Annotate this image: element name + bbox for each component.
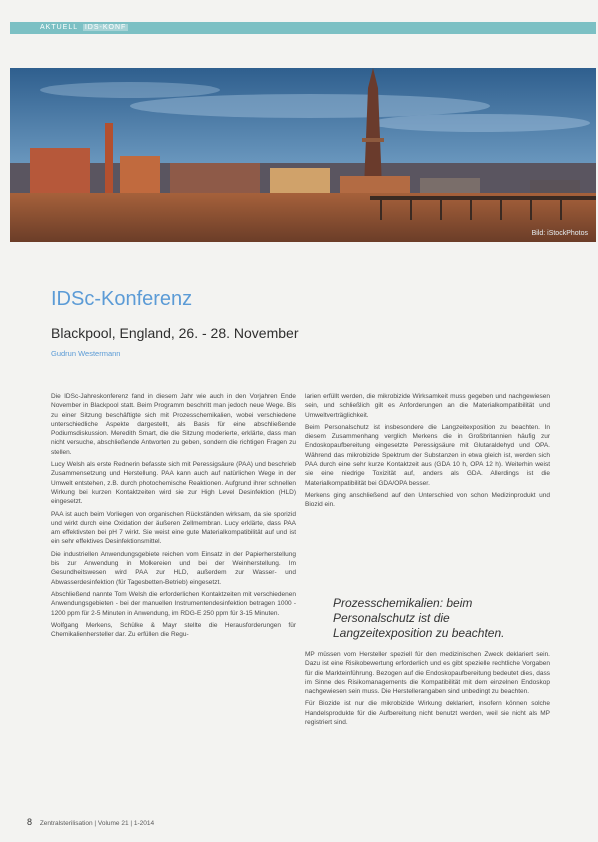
paragraph: Die industriellen Anwendungsgebiete reichen vom Einsatz in der Papierherstellung bis zur Anwendung in Molkereien und bei der Weinherstellung. Im Gesundheitswesen wird PAA zur HLD, außerdem zur Wasser- und Abwasserdesinfektion (für Tagesbetten-Betrieb) eingesetzt. <box>51 550 296 586</box>
article-subtitle: Blackpool, England, 26. - 28. November <box>51 325 299 341</box>
paragraph: Für Biozide ist nur die mikrobizide Wirkung deklariert, insofern können solche Handelsprodukte für die Aufbereitung nicht benutzt werden, weil sie nicht als MP registriert sind. <box>305 700 550 727</box>
pull-quote: Prozesschemikalien: beim Personalschutz ist die Langzeitexposition zu beachten. <box>333 596 505 640</box>
paragraph: Wolfgang Merkens, Schülke & Mayr stellte die Herausforderungen für Chemikalienhersteller dar. Zu erfüllen die Regu- <box>51 621 296 639</box>
paragraph: Lucy Welsh als erste Rednerin befasste sich mit Peressigsäure (PAA) und beschrieb Zusammensetzung und Herstellung. PAA kann auch auf natürlichen Wege in der Umwelt entstehen, z.B. durch photochemische Reaktionen. Aufgrund ihrer schnellen Wirkung bei kurzen Kontaktzeiten wird sie zur High Level Desinfektion (HLD) eingesetzt. <box>51 461 296 506</box>
photo-credit: Bild: iStockPhotos <box>531 230 588 237</box>
paragraph: larien erfüllt werden, die mikrobizide Wirksamkeit muss gegeben und nachgewiesen sein, und schließlich gilt es Anforderungen an die Materialkompatibilität und Umweltverträglichkeit. <box>305 393 550 419</box>
article-column-left <box>51 392 296 642</box>
paragraph: MP müssen vom Hersteller speziell für den medizinischen Zweck deklariert sein. Dazu ist eine Risikobewertung erforderlich und es gibt spezielle rechtliche Vorgaben für die Markteinführung. Bezogen auf die Endoskopaufbereitung bedeutet dies, dass im Sinne des Risikomanagements die Kompatibilität mit dem einzelnen Endoskop nachgewiesen sein muss. Die Herstellerangaben sind unbedingt zu beachten. <box>305 651 550 696</box>
article-title: IDSc-Konferenz <box>51 288 193 310</box>
page-number: 8 <box>27 817 33 827</box>
paragraph: Abschließend nannte Tom Welsh die erforderlichen Kontaktzeiten mit verschiedenen Anwendungsgebieten - bei der manuellen Instrumentendesinfektion betragen 1000 - 1200 ppm für 2-5 Minuten in Anwendung, im RDG-E 250 ppm für 3-15 Minuten. <box>51 590 296 617</box>
section-label <box>40 23 128 33</box>
journal-citation: Zentralsterilisation | Volume 21 | 1-2014 <box>39 820 155 827</box>
paragraph: Beim Personalschutz ist insbesondere die Langzeitexposition zu beachten. In diesem Zusammenhang verglich Merkens die in Großbritannien häufig zur Endoskopaufbereitung eingesetzte Peressigsäure mit Glutaraldehyd und OPA. Während das mikrobizide Spektrum der Substanzen in etwa gleich ist, werden sich PAA durch eine sehr kurze Kontaktzeit aus (GDA 10 h, OPA 12 h). Weiterhin weist sie eine niedrige Toxizität auf, anders als GDA. Allerdings ist die Materialkompatibilität bei GDA/OPA besser. <box>305 423 550 487</box>
paragraph: Merkens ging anschließend auf den Unterschied von schon Medizinprodukt und Biozid ein. <box>305 491 550 509</box>
paragraph: Die IDSc-Jahreskonferenz fand in diesem Jahr wie auch in den Vorjahren Ende November in Blackpool statt. Beim Programm beschritt man jedoch neue Wege. Bis zu einer Sitzung beschäftigte sich mit Prozesschemikalien, wobei verschiedene unterschiedliche Aspekte dargestellt, als Basis für eine abschließende Podiumsdiskussion. Meredith Smart, die die Sitzung moderierte, erklärte, dass man nicht versuche, abschließende Antworten zu geben, sondern die richtigen Fragen zu stellen. <box>51 393 296 456</box>
article-column-right-lower <box>305 650 550 730</box>
article-column-right-upper <box>305 392 550 513</box>
section-name: AKTUELL <box>40 24 78 31</box>
article-author: Gudrun Westermann <box>51 349 121 358</box>
blackpool-skyline-image <box>10 68 596 242</box>
paragraph: PAA ist auch beim Vorliegen von organischen Rückständen wirksam, da sie sporizid und wirkt durch eine Oxidation der äußeren Zellmembran. Lucy erklärte, dass PAA am effektivsten bei pH 7 wirkt. Sie weist eine gute Materialkompatibilität auf und ist ein sehr effektives Desinfektionsmittel. <box>51 510 296 546</box>
page-footer <box>27 817 154 827</box>
section-sub-name: IDS-KONF <box>84 24 127 31</box>
header-photo <box>10 68 596 242</box>
